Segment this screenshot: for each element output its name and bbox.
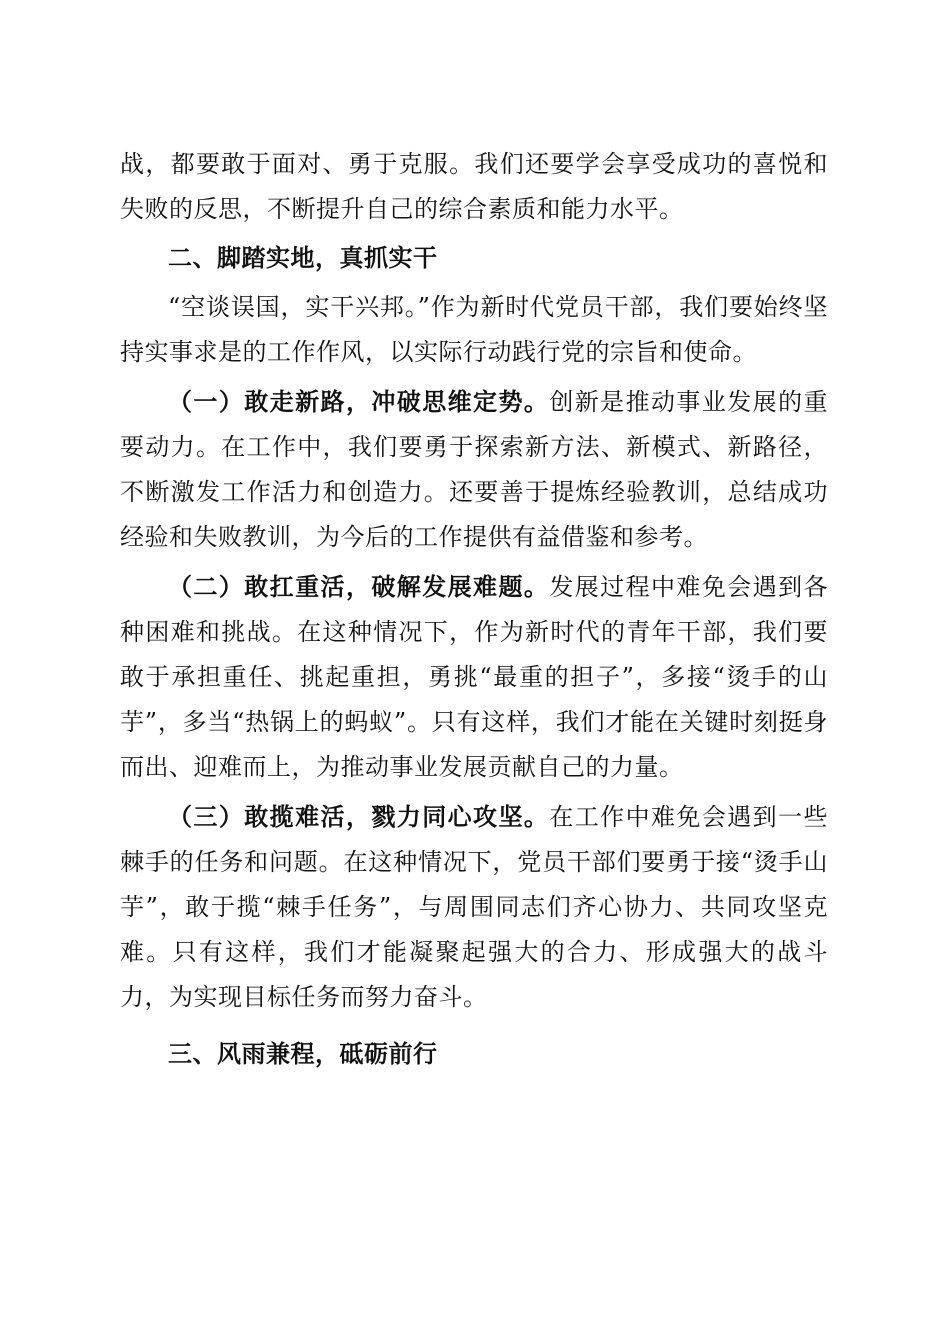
subsection-1-title: （一）敢走新路，冲破思维定势。 [168,387,550,416]
paragraph-intro: 战，都要敢于面对、勇于克服。我们还要学会享受成功的喜悦和失败的反思，不断提升自己的综合素质和能力水平。 [120,150,828,223]
subsection-3-body: 在工作中难免会遇到一些棘手的任务和问题。在这种情况下，党员干部们要勇于接“烫手山芋”，敢于揽“棘手任务”，与周围同志们齐心协力、共同攻坚克难。只有这样，我们才能凝聚起强大的合力、形成强大的战斗力，为实现目标任务而努力奋斗。 [120,803,829,1011]
paragraph-subsection-1 [120,379,828,560]
paragraph-subsection-2 [120,564,828,790]
document-page [120,142,828,1077]
paragraph-subsection-3 [120,794,828,1020]
section-heading-3: 三、风雨兼程，砥砺前行 [168,1040,438,1068]
subsection-2-body: 发展过程中难免会遇到各种困难和挑战。在这种情况下，作为新时代的青年干部，我们要敢于承担重任、挑起重担，勇挑“最重的担子”，多接“烫手的山芋”，多当“热锅上的蚂蚁”。只有这样，我们才能在关键时刻挺身而出、迎难而上，为推动事业发展贡献自己的力量。 [120,573,829,781]
subsection-1-body: 创新是推动事业发展的重要动力。在工作中，我们要勇于探索新方法、新模式、新路径，不断激发工作活力和创造力。还要善于提炼经验教训，总结成功经验和失败教训，为今后的工作提供有益借鉴和参考。 [120,388,829,551]
paragraph-quote: “空谈误国，实干兴邦。”作为新时代党员干部，我们要始终坚持实事求是的工作作风，以实际行动践行党的宗旨和使命。 [120,293,828,366]
section-heading-2: 二、脚踏实地，真抓实干 [168,244,438,272]
subsection-3-title: （三）敢揽难活，戮力同心攻坚。 [168,802,550,831]
subsection-2-title: （二）敢扛重活，破解发展难题。 [168,572,550,601]
